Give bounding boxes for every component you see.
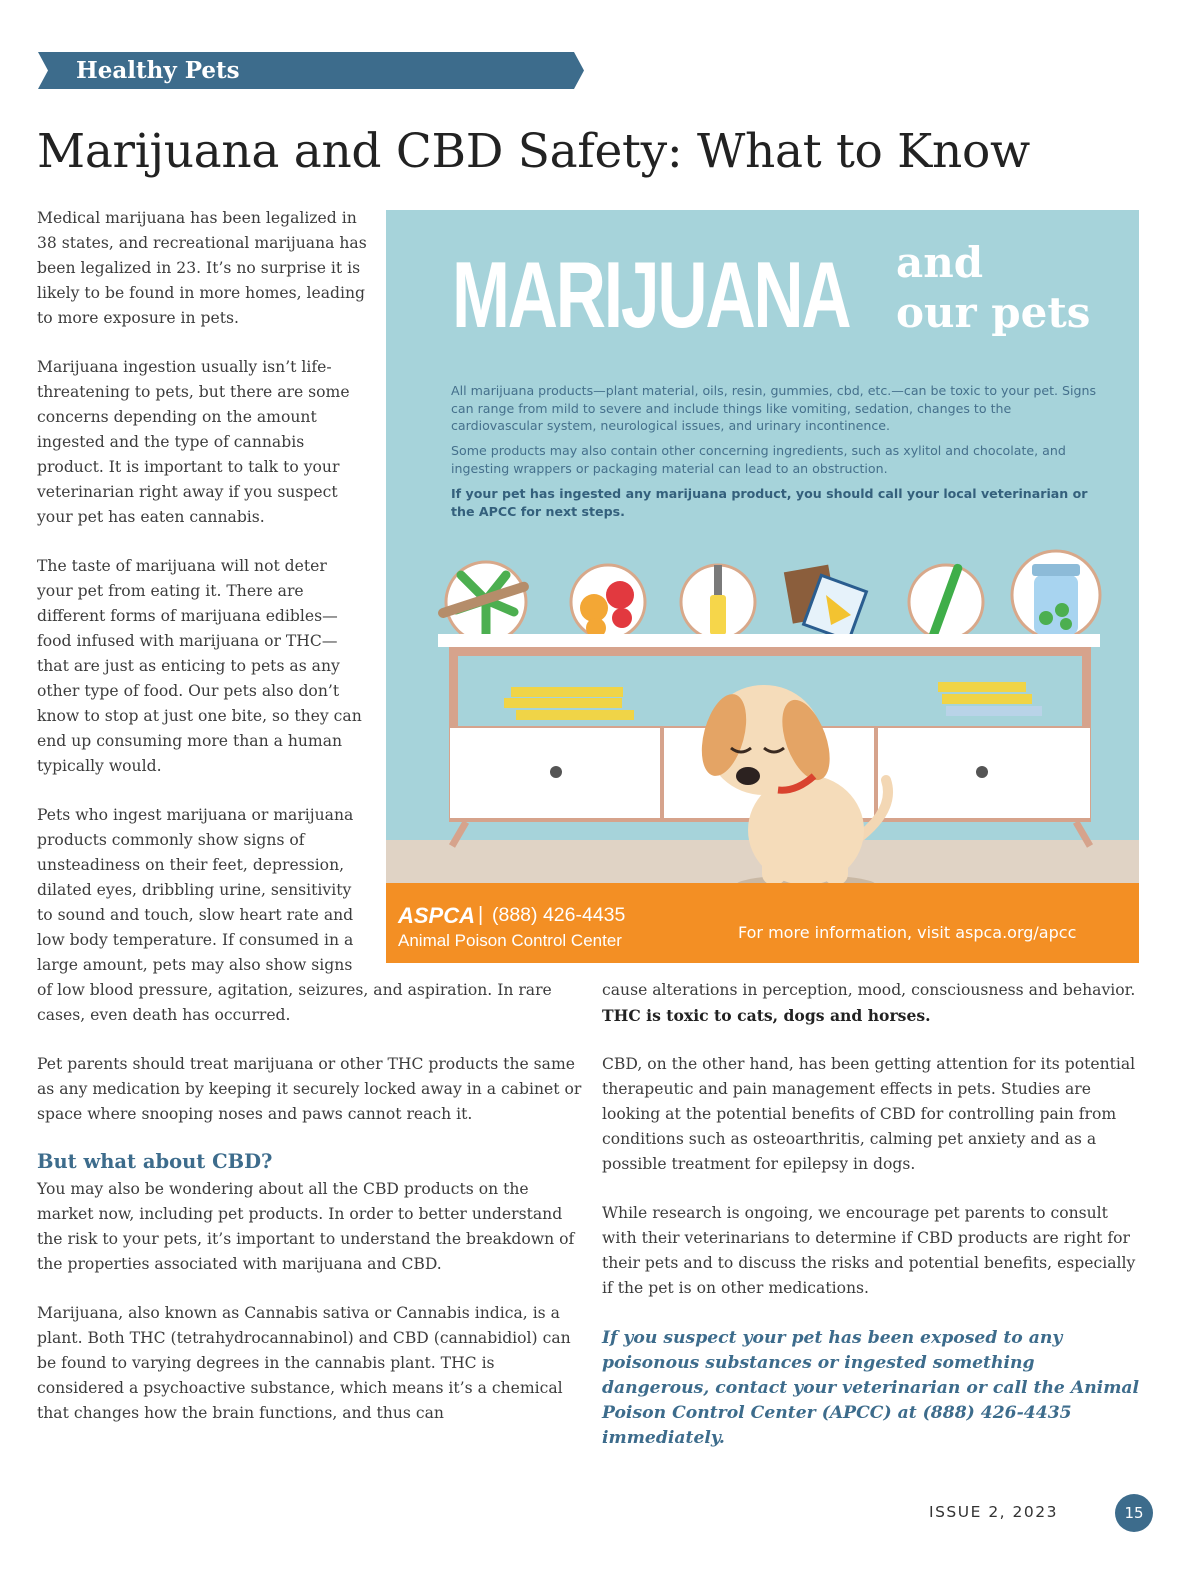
product-jar-icon [1012,551,1100,639]
product-vape-pen-icon [909,563,983,641]
aspca-infographic [386,210,1139,963]
paragraph-ingestion: Marijuana ingestion usually isn’t life-threatening to pets, but there are some concerns depending on the amount ingested and the type of cannabis product. It is important to talk to your veterinarian right away if you suspect your pet has eaten cannabis. [37,358,350,526]
paragraph-taste: The taste of marijuana will not deter your pet from eating it. There are different forms of marijuana edibles—food infused with marijuana or THC—that are just as enticing to pets as any other type of food. Our pets also don’t know to stop at just one bite, so they can end up consuming more than a human typically would. [37,557,362,775]
more-info-link: For more information, visit aspca.org/apcc [738,923,1077,942]
paragraph-legalization: Medical marijuana has been legalized in 38 states, and recreational marijuana has been legalized in 23. It’s no surprise it is likely to be found in more homes, leading to more exposure in pets. [37,209,367,327]
section-banner [38,52,584,89]
product-leaf-icon [437,562,530,642]
page-number: 15 [1115,1494,1153,1532]
paragraph-cannabis-plant: Marijuana, also known as Cannabis sativa or Cannabis indica, is a plant. Both THC (tetrahydrocannabinol) and CBD (cannabidiol) can be found to varying degrees in the cannabis plant. THC is considered a psychoactive substance, which means it’s a chemical that changes how the brain functions, and thus can [37,1304,571,1422]
paragraph-signs-continued: of low blood pressure, agitation, seizures, and aspiration. In rare cases, even death has occurred. [37,981,552,1024]
infographic-title: MARIJUANA [452,242,850,347]
product-gummies-icon [571,565,645,639]
paragraph-storage: Pet parents should treat marijuana or other THC products the same as any medication by keeping it securely locked away in a cabinet or space where snooping noses and paws cannot reach it. [37,1055,582,1123]
issue-label: ISSUE 2, 2023 [929,1503,1058,1521]
subheading-cbd: But what about CBD? [37,1150,273,1173]
infographic-text-toxicity: All marijuana products—plant material, oils, resin, gummies, cbd, etc.—can be toxic to your pet. Signs can range from mild to severe and include things like vomiting, sedation, changes to the cardiovascular system, neurological issues, and urinary incontinence. [451,383,1097,433]
paragraph-thc-effects: cause alterations in perception, mood, consciousness and behavior. THC is toxic to cats, dogs and horses. [602,981,1136,1025]
product-chocolate-icon [784,565,867,641]
books-left-icon [504,687,634,720]
section-label: Healthy Pets [76,57,240,84]
apcc-phone: (888) 426-4435 [492,904,626,926]
product-oil-dropper-icon [681,565,755,639]
illustration-shelf-dog [386,540,1139,885]
paragraph-signs: Pets who ingest marijuana or marijuana products commonly show signs of unsteadiness on their feet, depression, dilated eyes, dribbling urine, sensitivity to sound and touch, slow heart rate and low body temperature. If consumed in a large amount, pets may also show signs [37,806,354,974]
infographic-footer [386,883,1139,963]
logo-divider: | [478,904,484,926]
paragraph-consult-vet: While research is ongoing, we encourage pet parents to consult with their veterinarians to determine if CBD products are right for their pets and to discuss the risks and potential benefits, especially if the pet is on other medications. [602,1204,1136,1297]
infographic-subtitle: and our pets [896,238,1091,337]
thc-toxic-statement: THC is toxic to cats, dogs and horses. [602,1006,931,1025]
aspca-logo: ASPCA [398,903,476,928]
infographic-text-call: If your pet has ingested any marijuana product, you should call your local veterinarian or the APCC for next steps. [451,486,1088,519]
paragraph-cbd-benefits: CBD, on the other hand, has been getting attention for its potential therapeutic and pain management effects in pets. Studies are looking at the potential benefits of CBD for controlling pain from conditions such as osteoarthritis, calming pet anxiety and as a possible treatment for epilepsy in dogs. [602,1055,1136,1173]
paragraph-cbd-products: You may also be wondering about all the CBD products on the market now, including pet products. In order to better understand the risk to your pets, it’s important to understand the breakdown of the properties associated with marijuana and CBD. [37,1180,575,1273]
apcc-name: Animal Poison Control Center [398,931,622,950]
article-title: Marijuana and CBD Safety: What to Know [37,124,1030,179]
infographic-text-ingredients: Some products may also contain other concerning ingredients, such as xylitol and chocolate, and ingesting wrappers or packaging material can lead to an obstruction. [451,443,1066,476]
callout-apcc: If you suspect your pet has been exposed to any poisonous substances or ingested something dangerous, contact your veterinarian or call the Animal Poison Control Center (APCC) at (888) 426-4435 immediately. [602,1328,1140,1448]
